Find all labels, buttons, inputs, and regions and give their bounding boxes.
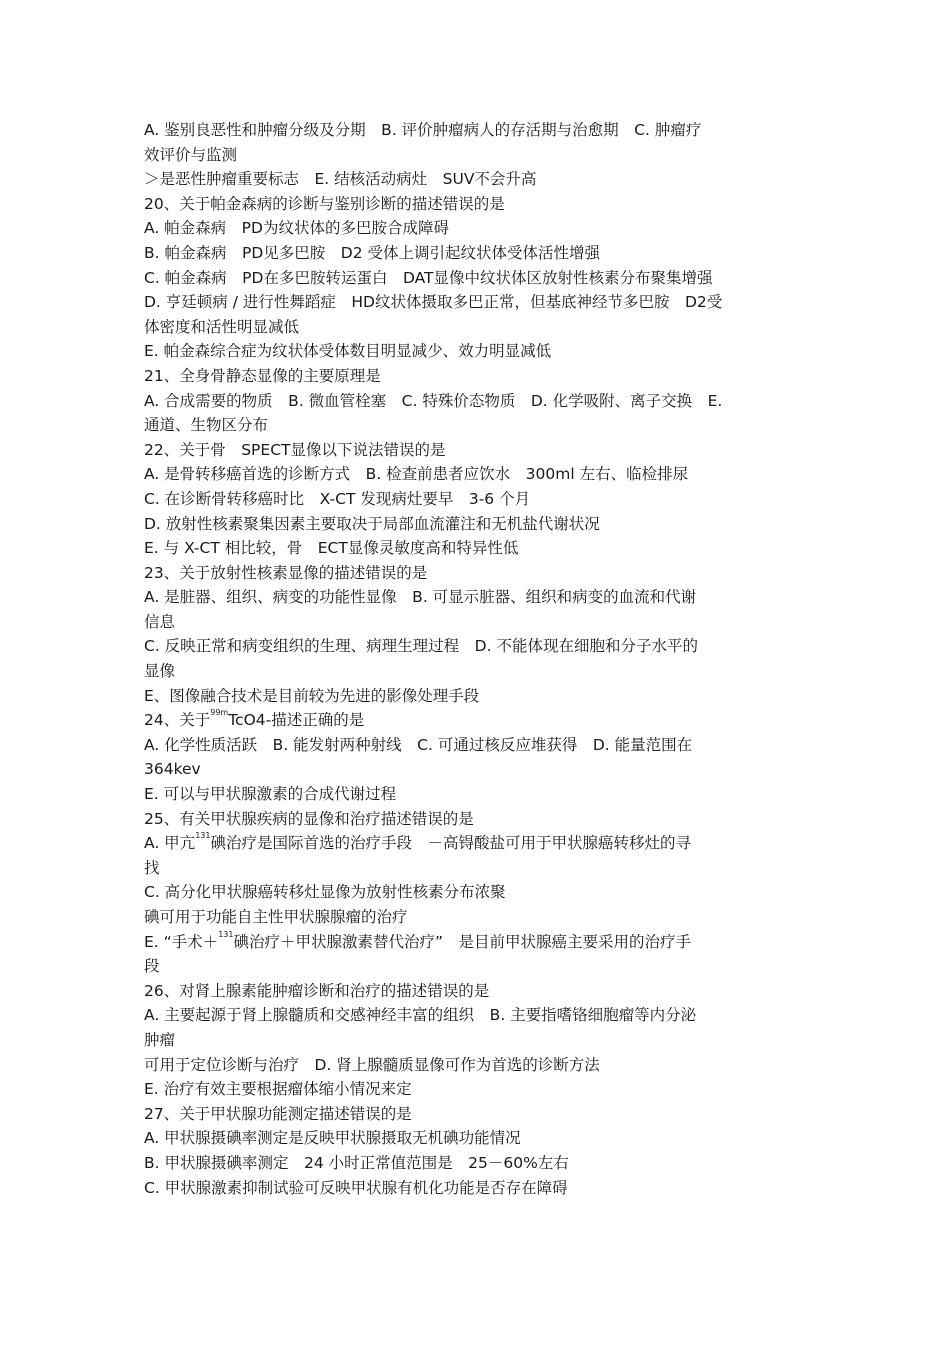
text-line: D. 亨廷顿病 / 进行性舞蹈症 HD纹状体摄取多巴正常，但基底神经节多巴胺 D2受 — [144, 293, 723, 312]
question-23-heading: 23、关于放射性核素显像的描述错误的是 — [144, 563, 428, 582]
text-line: 段 — [144, 957, 160, 976]
text-line: C. 反映正常和病变组织的生理、病理生理过程 D. 不能体现在细胞和分子水平的 — [144, 637, 698, 656]
text-line: A. 帕金森病 PD为纹状体的多巴胺合成障碍 — [144, 219, 449, 238]
text-line — [144, 831, 824, 856]
text-line: E. 治疗有效主要根据瘤体缩小情况来定 — [144, 1080, 412, 1099]
question-24-heading — [144, 708, 824, 733]
text-line: 肿瘤 — [144, 1030, 176, 1049]
document-body — [144, 118, 824, 1200]
question-27-heading: 27、关于甲状腺功能测定描述错误的是 — [144, 1104, 412, 1123]
text-line: A. 主要起源于肾上腺髓质和交感神经丰富的组织 B. 主要指嗜铬细胞瘤等内分泌 — [144, 1006, 697, 1025]
text-line: 364kev — [144, 760, 201, 779]
text-line: 通道、生物区分布 — [144, 416, 269, 435]
text-line: 找 — [144, 858, 160, 877]
text-line: C. 帕金森病 PD在多巴胺转运蛋白 DAT显像中纹状体区放射性核素分布聚集增强 — [144, 268, 713, 287]
text-line: 效评价与监测 — [144, 145, 238, 164]
question-26-heading: 26、对肾上腺素能肿瘤诊断和治疗的描述错误的是 — [144, 981, 490, 1000]
line-suffix: TcO4-描述正确的是 — [228, 711, 365, 730]
line-suffix: 碘治疗是国际首选的治疗手段 －高锝酸盐可用于甲状腺癌转移灶的寻 — [210, 834, 691, 853]
line-prefix: A. 甲亢 — [144, 834, 196, 853]
text-line — [144, 930, 824, 955]
text-line: 体密度和活性明显减低 — [144, 317, 300, 336]
line-suffix: 碘治疗＋甲状腺激素替代治疗” 是目前甲状腺癌主要采用的治疗手 — [233, 932, 692, 951]
text-line: C. 在诊断骨转移癌时比 X-CT 发现病灶要早 3-6 个月 — [144, 489, 531, 508]
text-line: B. 甲状腺摄碘率测定 24 小时正常值范围是 25－60%左右 — [144, 1153, 569, 1172]
text-line: A. 是骨转移癌首选的诊断方式 B. 检查前患者应饮水 300ml 左右、临检排尿 — [144, 465, 689, 484]
text-line: A. 是脏器、组织、病变的功能性显像 B. 可显示脏器、组织和病变的血流和代谢 — [144, 588, 697, 607]
question-25-heading: 25、有关甲状腺疾病的显像和治疗描述错误的是 — [144, 809, 474, 828]
question-20-heading: 20、关于帕金森病的诊断与鉴别诊断的描述错误的是 — [144, 194, 505, 213]
text-line: E. 可以与甲状腺激素的合成代谢过程 — [144, 785, 397, 804]
isotope-superscript: 99m — [210, 708, 229, 718]
line-prefix: 24、关于 — [144, 711, 211, 730]
text-line: E. 帕金森综合症为纹状体受体数目明显减少、效力明显减低 — [144, 342, 552, 361]
text-line: B. 帕金森病 PD见多巴胺 D2 受体上调引起纹状体受体活性增强 — [144, 243, 600, 262]
text-line: 可用于定位诊断与治疗 D. 肾上腺髓质显像可作为首选的诊断方法 — [144, 1055, 600, 1074]
text-line: A. 合成需要的物质 B. 微血管栓塞 C. 特殊价态物质 D. 化学吸附、离子交换 E. — [144, 391, 723, 410]
isotope-superscript: 131 — [195, 831, 211, 841]
text-line: C. 甲状腺激素抑制试验可反映甲状腺有机化功能是否存在障碍 — [144, 1178, 568, 1197]
text-line: A. 鉴别良恶性和肿瘤分级及分期 B. 评价肿瘤病人的存活期与治愈期 C. 肿瘤疗 — [144, 121, 702, 139]
text-line: E、图像融合技术是目前较为先进的影像处理手段 — [144, 686, 480, 705]
text-line: 显像 — [144, 662, 176, 681]
text-line: ＞是恶性肿瘤重要标志 E. 结核活动病灶 SUV不会升高 — [144, 170, 537, 189]
text-line: 碘可用于功能自主性甲状腺腺瘤的治疗 — [144, 908, 408, 926]
question-22-heading: 22、关于骨 SPECT显像以下说法错误的是 — [144, 440, 446, 459]
isotope-superscript: 131 — [218, 929, 234, 939]
text-line: E. 与 X-CT 相比较，骨 ECT显像灵敏度高和特异性低 — [144, 539, 519, 558]
text-line: A. 化学性质活跃 B. 能发射两种射线 C. 可通过核反应堆获得 D. 能量范围在 — [144, 735, 693, 754]
text-line: 信息 — [144, 612, 176, 631]
text-line: C. 高分化甲状腺癌转移灶显像为放射性核素分布浓聚 — [144, 883, 506, 902]
text-line: D. 放射性核素聚集因素主要取决于局部血流灌注和无机盐代谢状况 — [144, 514, 600, 533]
question-21-heading: 21、全身骨静态显像的主要原理是 — [144, 366, 381, 385]
text-line: A. 甲状腺摄碘率测定是反映甲状腺摄取无机碘功能情况 — [144, 1129, 521, 1148]
line-prefix: E. “手术＋ — [144, 932, 219, 951]
